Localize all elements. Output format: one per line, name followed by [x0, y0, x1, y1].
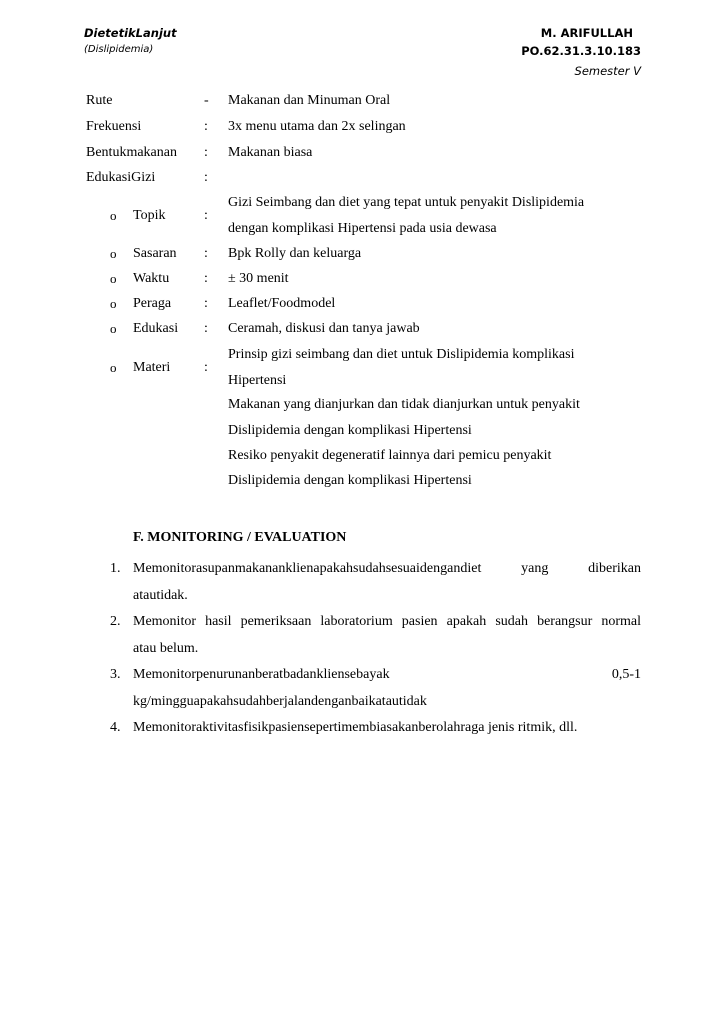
list-number: 3. [110, 667, 121, 682]
monitoring-item-1 [110, 555, 641, 609]
monitoring-item-2 [110, 608, 641, 662]
list-text-line2: kg/mingguapakahsudahberjalandenganbaikatautidak [133, 694, 427, 709]
topik-label: Topik [133, 208, 166, 223]
header-semester: Semester V [574, 64, 641, 78]
field-label: Frekuensi [86, 119, 142, 134]
edukasi-value: Ceramah, diskusi dan tanya jawab [228, 321, 420, 336]
topik-separator: : [204, 208, 208, 223]
bullet-icon: o [110, 360, 117, 375]
list-text-line1: Memonitor hasil pemeriksaan laboratorium pasien apakah sudah berangsur normal [133, 614, 641, 629]
list-text-part: 0,5-1 [611, 667, 641, 682]
peraga-value: Leaflet/Foodmodel [228, 296, 336, 311]
materi-value-line: Resiko penyakit degeneratif lainnya dari pemicu penyakit [228, 448, 552, 463]
bullet-icon: o [110, 208, 117, 223]
bullet-icon: o [110, 246, 117, 261]
field-value: 3x menu utama dan 2x selingan [228, 119, 406, 134]
field-separator: : [204, 170, 208, 185]
waktu-label: Waktu [133, 271, 170, 286]
list-text-part: Memonitorasupanmakananklienapakahsudahsesuaidengandiet [133, 561, 482, 576]
field-value: Makanan biasa [228, 145, 313, 160]
list-text-line2: atautidak. [133, 588, 188, 603]
monitoring-item-4 [110, 714, 641, 741]
monitoring-item-3 [110, 661, 641, 715]
field-separator: : [204, 119, 208, 134]
peraga-separator: : [204, 296, 208, 311]
waktu-value: ± 30 menit [228, 271, 289, 286]
bullet-icon: o [110, 271, 117, 286]
field-label: EdukasiGizi [86, 170, 156, 185]
sasaran-label: Sasaran [133, 246, 177, 261]
materi-value-line: Dislipidemia dengan komplikasi Hipertensi [228, 473, 472, 488]
field-value: Makanan dan Minuman Oral [228, 93, 391, 108]
list-text-part: Memonitorpenurunanberatbadankliensebayak [133, 667, 390, 682]
list-text-line2: atau belum. [133, 641, 199, 656]
list-number: 4. [110, 720, 121, 735]
list-text-line1: Memonitoraktivitasfisikpasiensepertimembiasakanberolahraga jenis ritmik, dll. [133, 720, 578, 735]
waktu-separator: : [204, 271, 208, 286]
materi-value-line: Hipertensi [228, 373, 287, 388]
sasaran-value: Bpk Rolly dan keluarga [228, 246, 362, 261]
topik-value-line2: dengan komplikasi Hipertensi pada usia dewasa [228, 221, 497, 236]
list-number: 1. [110, 561, 121, 576]
bullet-icon: o [110, 296, 117, 311]
topik-value-line1: Gizi Seimbang dan diet yang tepat untuk penyakit Dislipidemia [228, 195, 585, 210]
list-number: 2. [110, 614, 121, 629]
field-label: Rute [86, 93, 113, 108]
list-text-part: yang [521, 561, 549, 576]
header-course-subtitle: (Dislipidemia) [84, 44, 154, 55]
edukasi-separator: : [204, 321, 208, 336]
list-text-part: diberikan [588, 561, 641, 576]
field-label: Bentukmakanan [86, 145, 177, 160]
materi-separator: : [204, 360, 208, 375]
header-course-title: DietetikLanjut [84, 26, 177, 40]
materi-value-line: Prinsip gizi seimbang dan diet untuk Dislipidemia komplikasi [228, 347, 575, 362]
materi-label: Materi [133, 360, 171, 375]
sasaran-separator: : [204, 246, 208, 261]
header-author-name: M. ARIFULLAH [540, 26, 633, 40]
bullet-icon: o [110, 321, 117, 336]
section-title-monitoring: F. MONITORING / EVALUATION [133, 530, 347, 545]
field-separator: : [204, 145, 208, 160]
edukasi-label: Edukasi [133, 321, 179, 336]
header-author-code: PO.62.31.3.10.183 [521, 44, 641, 58]
materi-value-line: Dislipidemia dengan komplikasi Hipertensi [228, 423, 472, 438]
materi-value-line: Makanan yang dianjurkan dan tidak dianjurkan untuk penyakit [228, 397, 580, 412]
peraga-label: Peraga [133, 296, 172, 311]
field-separator: - [204, 93, 209, 108]
